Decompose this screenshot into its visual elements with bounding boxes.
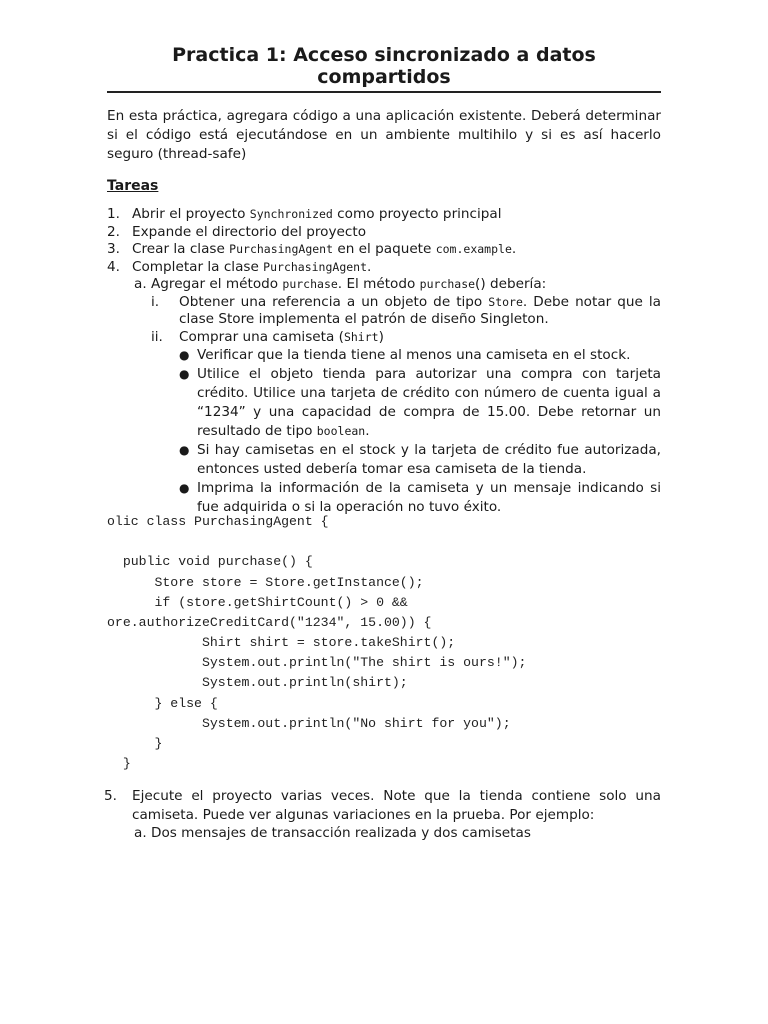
inline-code: purchase (282, 277, 338, 291)
bullet-item (107, 365, 661, 441)
code-line: System.out.println("The shirt is ours!"); (107, 655, 527, 670)
inline-code: boolean (316, 424, 366, 438)
step-text: () debería: (475, 276, 547, 292)
step-text: Comprar una camiseta ( (179, 328, 344, 345)
step-text: Obtener una referencia a un objeto de tipo (179, 293, 489, 310)
task-list (107, 206, 661, 517)
step-number: 2. (107, 223, 120, 240)
inline-code: PurchasingAgent (229, 242, 334, 256)
roman-item-i (107, 294, 661, 329)
code-line: } else { (107, 696, 218, 711)
code-line: olic class PurchasingAgent { (107, 514, 329, 529)
code-line: Store store = Store.getInstance(); (107, 575, 424, 590)
inline-code: Synchronized (249, 207, 333, 221)
bullet-item (107, 441, 661, 479)
roman-number: ii. (151, 328, 163, 345)
inline-code: PurchasingAgent (263, 259, 368, 274)
step-text: a. Agregar el método (134, 276, 283, 292)
code-line: System.out.println("No shirt for you"); (107, 716, 511, 731)
inline-code: Shirt (343, 329, 379, 344)
step-text: ) (378, 328, 384, 345)
bullet-icon: ● (179, 348, 190, 362)
bullet-text: Imprima la información de la camiseta y un mensaje indicando si fue adquirida o si la operación no tuvo éxito. (197, 480, 661, 515)
bullet-text: . (365, 423, 370, 439)
step-text: . El método (337, 276, 420, 292)
code-line: public void purchase() { (107, 554, 313, 569)
step-text: como proyecto principal (332, 206, 502, 222)
document-page (107, 40, 661, 517)
list-item (107, 224, 661, 242)
step-text: en el paquete (333, 241, 436, 257)
page-title: Practica 1: Acceso sincronizado a datos compartidos (107, 40, 661, 93)
roman-item-ii (107, 329, 661, 347)
roman-number: i. (151, 293, 160, 310)
code-line: Shirt shirt = store.takeShirt(); (107, 635, 456, 650)
step-5-section (104, 787, 661, 843)
code-line: System.out.println(shirt); (107, 675, 408, 690)
code-line: } (107, 736, 163, 751)
bullet-item (107, 346, 661, 365)
list-item (107, 241, 661, 259)
tareas-heading: Tareas (107, 178, 159, 194)
bullet-text: Si hay camisetas en el stock y la tarjeta de crédito fue autorizada, entonces usted debería tomar esa camiseta de la tienda. (197, 442, 661, 477)
step-text: Expande el directorio del proyecto (132, 223, 367, 240)
code-line: } (107, 756, 131, 771)
bullet-text: Verificar que la tienda tiene al menos una camiseta en el stock. (197, 347, 631, 363)
step-text: . (367, 258, 372, 275)
intro-paragraph: En esta práctica, agregara código a una aplicación existente. Deberá determinar si el código está ejecutándose en un ambiente multihilo y si es así hacerlo seguro (thread-safe) (107, 108, 661, 162)
bullet-icon: ● (179, 481, 190, 495)
sub-step-a (107, 276, 661, 294)
inline-code: purchase (419, 277, 476, 291)
code-snippet (107, 512, 667, 772)
bullet-icon: ● (179, 367, 190, 381)
step-number: 4. (107, 258, 120, 275)
code-line: if (store.getShirtCount() > 0 && (107, 595, 408, 610)
sub-step-a: a. Dos mensajes de transacción realizada y dos camisetas (134, 825, 531, 841)
step-number: 3. (107, 241, 120, 257)
step-text: Abrir el proyecto (132, 206, 250, 222)
inline-code: Store (488, 294, 523, 309)
step-text: . Debe notar que la clase Store implementa el patrón de diseño Singleton. (179, 293, 661, 327)
step-number: 5. (104, 788, 117, 804)
bullet-icon: ● (179, 443, 190, 457)
step-text: Completar la clase (132, 258, 264, 275)
list-item (104, 787, 661, 824)
step-text: Ejecute el proyecto varias veces. Note que la tienda contiene solo una camiseta. Puede ver algunas variaciones en la prueba. Por ejemplo: (132, 788, 661, 823)
step-text: Crear la clase (132, 241, 230, 257)
step-number: 1. (107, 206, 120, 222)
list-item (107, 259, 661, 277)
code-line: ore.authorizeCreditCard("1234", 15.00)) { (107, 615, 432, 630)
inline-code: com.example (435, 242, 512, 256)
list-item (107, 206, 661, 224)
bullet-text: Utilice el objeto tienda para autorizar una compra con tarjeta crédito. Utilice una tarjeta de crédito con número de cuenta igual a “1234” y una capacidad de compra de 15.00. Debe retornar un resultado de tipo (197, 366, 661, 439)
step-text: . (511, 241, 517, 257)
